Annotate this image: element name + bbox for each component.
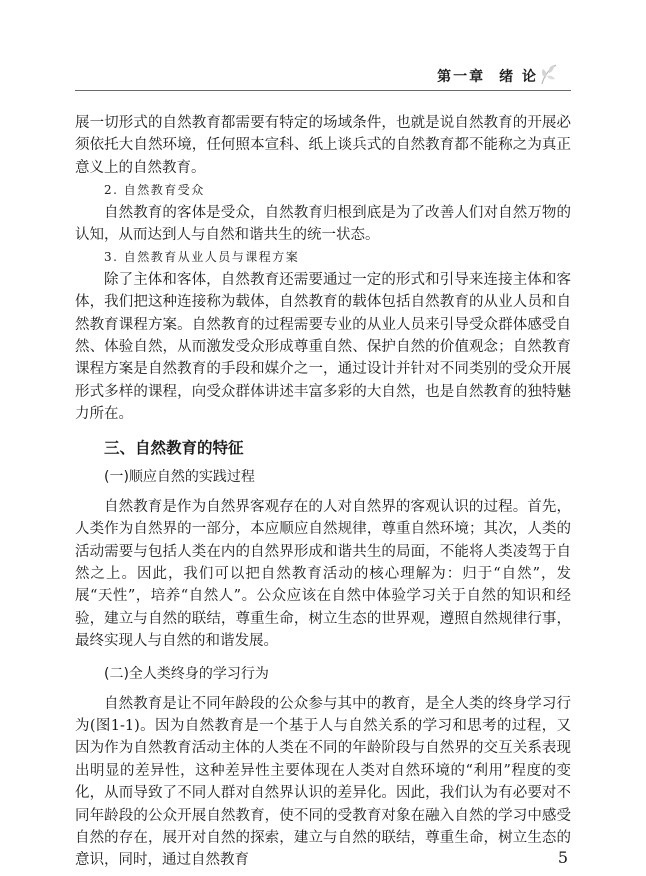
- subsection-heading: (一)顺应自然的实践过程: [104, 468, 255, 485]
- paragraph: 除了主体和客体，自然教育还需要通过一定的形式和引导来连接主体和客体，我们把这种连接称为载体，自然教育的载体包括自然教育的从业人员和自然教育课程方案。自然教育的过程需要专业的从业人员来引导受众群体感受自然、体验自然，从而激发受众形成尊重自然、保护自然的价值观念；自然教育课程方案是自然教育的手段和媒介之一，通过设计并针对不同类别的受众开展形式多样的课程，向受众群体讲述丰富多彩的大自然，也是自然教育的独特魅力所在。: [75, 271, 571, 423]
- chapter-label: 第一章: [437, 69, 486, 85]
- leaf-ornament-icon: [538, 62, 560, 86]
- page-number: 5: [557, 848, 568, 867]
- header-rule: [75, 90, 571, 91]
- chapter-title: 绪 论: [499, 69, 538, 85]
- page-body: [75, 112, 571, 872]
- running-header: [437, 66, 538, 86]
- paragraph: 展一切形式的自然教育都需要有特定的场域条件，也就是说自然教育的开展必须依托大自然环境，任何照本宣科、纸上谈兵式的自然教育都不能称之为真正意义上的自然教育。: [75, 115, 571, 176]
- paragraph: 自然教育的客体是受众，自然教育归根到底是为了改善人们对自然万物的认知，从而达到人与自然和谐共生的统一状态。: [75, 204, 571, 244]
- paragraph: 自然教育是让不同年龄段的公众参与其中的教育，是全人类的终身学习行为(图1-1)。因为自然教育是一个基于人与自然关系的学习和思考的过程，又因为作为自然教育活动主体的人类在不同的年龄阶段与自然界的交互关系表现出明显的差异性，这种差异性主要体现在人类对自然环境的“利用”程度的变化，从而导致了不同人群对自然界认识的差异化。因此，我们认为有必要对不同年龄段的公众开展自然教育，使不同的受教育对象在融入自然的学习中感受自然的存在，展开对自然的探索，建立与自然的联结，尊重生命，树立生态的意识，同时，通过自然教育: [75, 695, 571, 869]
- subheading: 2. 自然教育受众: [104, 183, 205, 198]
- paragraph: 自然教育是作为自然界客观存在的人对自然界的客观认识的过程。首先，人类作为自然界的一部分，本应顺应自然规律，尊重自然环境；其次，人类的活动需要与包括人类在内的自然界形成和谐共生的局面，不能将人类凌驾于自然之上。因此，我们可以把自然教育活动的核心理解为：归于“自然”，发展“天性”，培养“自然人”。公众应该在自然中体验学习关于自然的知识和经验，建立与自然的联结，尊重生命，树立生态的世界观，遵照自然规律行事，最终实现人与自然的和谐发展。: [75, 498, 571, 650]
- subheading: 3. 自然教育从业人员与课程方案: [104, 250, 300, 265]
- section-heading: 三、自然教育的特征: [104, 438, 244, 457]
- subsection-heading: (二)全人类终身的学习行为: [104, 665, 269, 682]
